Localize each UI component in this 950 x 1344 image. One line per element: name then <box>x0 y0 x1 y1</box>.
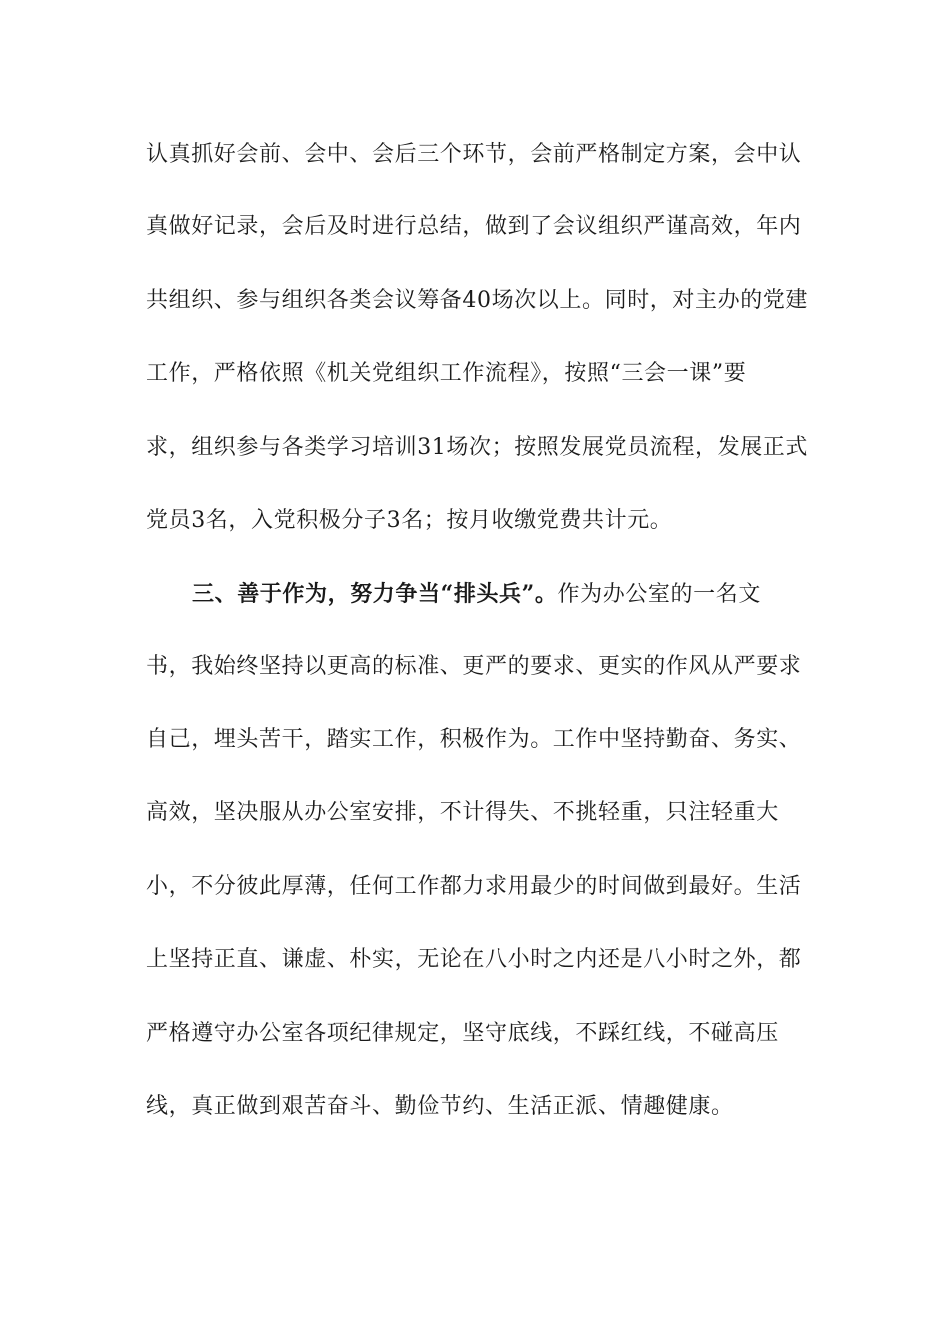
paragraph1-line-3: 共组织、参与组织各类会议筹备40场次以上。同时，对主办的党建 <box>146 288 808 313</box>
paragraph2-line-5: 小，不分彼此厚薄，任何工作都力求用最少的时间做到最好。生活 <box>146 874 802 899</box>
paragraph1-line-1: 认真抓好会前、会中、会后三个环节，会前严格制定方案，会中认 <box>146 142 802 167</box>
paragraph2-line-6: 上坚持正直、谦虚、朴实，无论在八小时之内还是八小时之外，都 <box>146 947 802 972</box>
paragraph2-first-line <box>192 579 806 610</box>
paragraph1-line-2: 真做好记录，会后及时进行总结，做到了会议组织严谨高效，年内 <box>146 214 802 239</box>
paragraph2-line-2: 书，我始终坚持以更高的标准、更严的要求、更实的作风从严要求 <box>146 654 802 679</box>
section-heading: 三、善于作为，努力争当“排头兵”。 <box>192 581 558 607</box>
paragraph1-line-4: 工作，严格依照《机关党组织工作流程》，按照“三会一课”要 <box>146 361 747 386</box>
paragraph2-first-line-rest: 作为办公室的一名文 <box>557 582 761 607</box>
paragraph2-line-3: 自己，埋头苦干，踏实工作，积极作为。工作中坚持勤奋、务实、 <box>146 727 802 752</box>
paragraph2-line-4: 高效，坚决服从办公室安排，不计得失、不挑轻重，只注轻重大 <box>146 800 779 825</box>
paragraph1-line-5: 求，组织参与各类学习培训31场次；按照发展党员流程，发展正式 <box>146 435 808 460</box>
paragraph2-line-7: 严格遵守办公室各项纪律规定，坚守底线，不踩红线，不碰高压 <box>146 1021 779 1046</box>
paragraph1-line-6: 党员3名，入党积极分子3名；按月收缴党费共计元。 <box>146 508 673 533</box>
paragraph2-line-8: 线，真正做到艰苦奋斗、勤俭节约、生活正派、情趣健康。 <box>146 1094 734 1119</box>
